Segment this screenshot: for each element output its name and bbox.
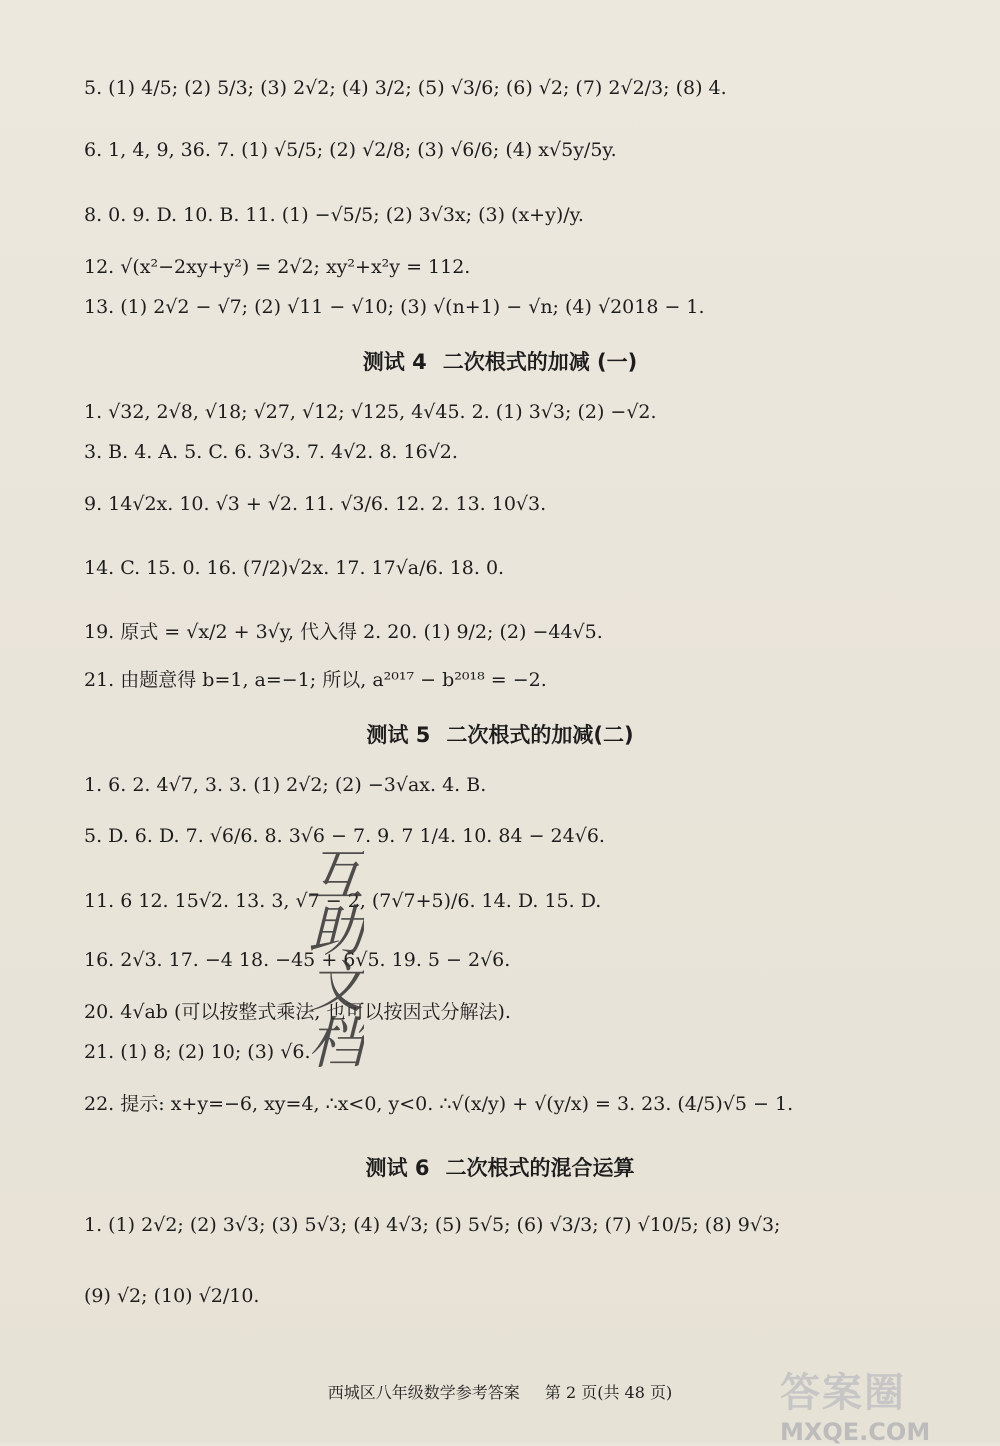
- s4-line-1: 1. √32, 2√8, √18; √27, √12; √125, 4√45. 2. (1) 3√3; (2) −√2.: [84, 400, 657, 423]
- section-heading-4: 测试 4 二次根式的加减 (一): [362, 350, 638, 374]
- s5-line-6: 21. (1) 8; (2) 10; (3) √6.: [84, 1040, 311, 1063]
- handwritten-watermark: 互助文档: [299, 845, 364, 1069]
- s4-line-4: 14. C. 15. 0. 16. (7/2)√2x. 17. 17√a/6. 18. 0.: [84, 556, 505, 579]
- s4-line-2: 3. B. 4. A. 5. C. 6. 3√3. 7. 4√2. 8. 16√2.: [84, 440, 458, 463]
- answer-line-5: 5. (1) 4/5; (2) 5/3; (3) 2√2; (4) 3/2; (5) √3/6; (6) √2; (7) 2√2/3; (8) 4.: [84, 76, 727, 99]
- answer-line-13: 13. (1) 2√2 − √7; (2) √11 − √10; (3) √(n+1) − √n; (4) √2018 − 1.: [84, 295, 705, 318]
- s5-line-5: 20. 4√ab (可以按整式乘法, 也可以按因式分解法).: [84, 1000, 511, 1023]
- s5-line-3: 11. 6 12. 15√2. 13. 3, √7 − 2, (7√7+5)/6. 14. D. 15. D.: [84, 889, 602, 912]
- s5-line-7: 22. 提示: x+y=−6, xy=4, ∴x<0, y<0. ∴√(x/y) + √(y/x) = 3. 23. (4/5)√5 − 1.: [84, 1092, 794, 1115]
- answer-line-8-11: 8. 0. 9. D. 10. B. 11. (1) −√5/5; (2) 3√3x; (3) (x+y)/y.: [84, 203, 584, 226]
- s6-line-2: (9) √2; (10) √2/10.: [84, 1284, 260, 1307]
- section-heading-5: 测试 5 二次根式的加减(二): [366, 723, 634, 747]
- logo-url: MXQE.COM: [780, 1418, 931, 1446]
- answer-line-6-7: 6. 1, 4, 9, 36. 7. (1) √5/5; (2) √2/8; (3) √6/6; (4) x√5y/5y.: [84, 138, 617, 161]
- s5-line-2: 5. D. 6. D. 7. √6/6. 8. 3√6 − 7. 9. 7 1/4. 10. 84 − 24√6.: [84, 824, 605, 847]
- s4-line-6: 21. 由题意得 b=1, a=−1; 所以, a²⁰¹⁷ − b²⁰¹⁸ = −2.: [84, 668, 547, 691]
- s5-line-1: 1. 6. 2. 4√7, 3. 3. (1) 2√2; (2) −3√ax. 4. B.: [84, 773, 487, 796]
- answer-line-12: 12. √(x²−2xy+y²) = 2√2; xy²+x²y = 112.: [84, 255, 471, 278]
- footer-book-title: 西城区八年级数学参考答案: [327, 1383, 520, 1402]
- site-logo: [780, 1361, 980, 1446]
- logo-text: 答案圈: [780, 1370, 906, 1416]
- s4-line-3: 9. 14√2x. 10. √3 + √2. 11. √3/6. 12. 2. 13. 10√3.: [84, 492, 547, 515]
- s6-line-1: 1. (1) 2√2; (2) 3√3; (3) 5√3; (4) 4√3; (5) 5√5; (6) √3/3; (7) √10/5; (8) 9√3;: [84, 1213, 781, 1236]
- s5-line-4: 16. 2√3. 17. −4 18. −45 + 6√5. 19. 5 − 2√6.: [84, 948, 511, 971]
- section-heading-6: 测试 6 二次根式的混合运算: [365, 1156, 635, 1180]
- s4-line-5: 19. 原式 = √x/2 + 3√y, 代入得 2. 20. (1) 9/2; (2) −44√5.: [84, 620, 603, 643]
- footer-page-number: 第 2 页(共 48 页): [544, 1383, 673, 1402]
